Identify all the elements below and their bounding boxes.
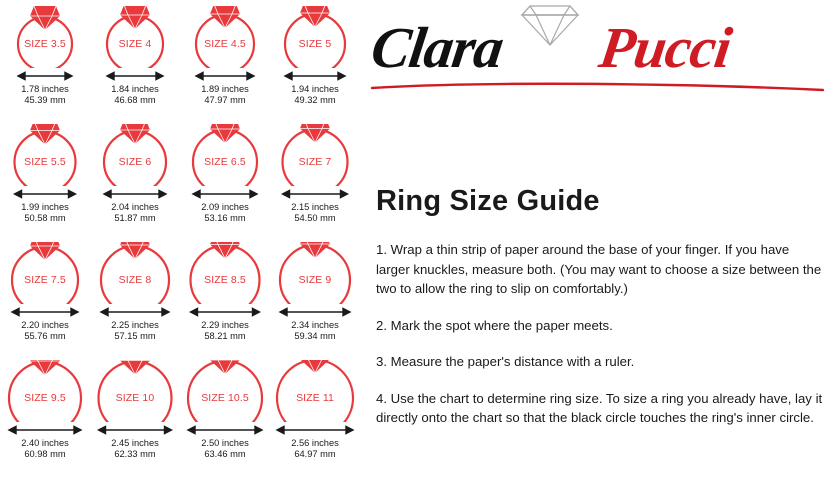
ring-size-cell xyxy=(0,240,90,358)
measurement-mm: 46.68 mm xyxy=(114,95,156,106)
diameter-arrow xyxy=(3,305,87,319)
ring-size-cell xyxy=(270,358,360,476)
ring-size-label: SIZE 7.5 xyxy=(24,274,66,286)
measurement-text xyxy=(201,438,249,460)
ring-size-label: SIZE 8.5 xyxy=(204,274,246,286)
diameter-arrow xyxy=(3,423,87,437)
measurement-text xyxy=(111,320,159,342)
logo-text-clara: Clara xyxy=(367,15,507,80)
ring-illustration xyxy=(275,124,355,186)
measurement-inches: 2.04 inches xyxy=(111,202,159,212)
ring-graphic xyxy=(275,360,355,422)
ring-illustration xyxy=(185,124,265,186)
ring-size-cell xyxy=(0,122,90,240)
ring-graphic xyxy=(5,360,85,422)
diameter-arrow xyxy=(273,69,357,83)
ring-graphic xyxy=(185,6,265,68)
measurement-text xyxy=(291,320,339,342)
measurement-mm: 59.34 mm xyxy=(294,331,336,342)
diameter-arrow xyxy=(273,423,357,437)
ring-size-cell xyxy=(90,240,180,358)
measurement-mm: 50.58 mm xyxy=(24,213,66,224)
ring-graphic xyxy=(185,242,265,304)
ring-illustration xyxy=(5,6,85,68)
ring-illustration xyxy=(185,6,265,68)
ring-size-cell xyxy=(180,240,270,358)
ring-graphic xyxy=(275,124,355,186)
diameter-arrow xyxy=(3,187,87,201)
ring-illustration xyxy=(95,6,175,68)
guide-step-3: 3. Measure the paper's distance with a ruler. xyxy=(376,354,635,369)
diameter-arrow xyxy=(183,187,267,201)
diameter-arrow xyxy=(93,305,177,319)
diameter-arrow xyxy=(93,423,177,437)
measurement-text xyxy=(201,320,249,342)
measurement-mm: 47.97 mm xyxy=(204,95,246,106)
measurement-text xyxy=(21,84,69,106)
chart-row xyxy=(0,358,362,476)
ring-graphic xyxy=(95,6,175,68)
measurement-inches: 2.50 inches xyxy=(201,438,249,448)
ring-size-cell xyxy=(270,122,360,240)
ring-illustration xyxy=(185,242,265,304)
ring-graphic xyxy=(5,6,85,68)
right-panel xyxy=(362,0,839,501)
measurement-mm: 54.50 mm xyxy=(294,213,336,224)
ring-illustration xyxy=(95,242,175,304)
measurement-mm: 62.33 mm xyxy=(114,449,156,460)
guide-step-4: 4. Use the chart to determine ring size. To size a ring you already have, lay it directly onto the chart so that the black circle touches the ring's inner circle. xyxy=(376,390,823,425)
ring-graphic xyxy=(185,360,265,422)
measurement-mm: 58.21 mm xyxy=(204,331,246,342)
measurement-text xyxy=(21,320,69,342)
ring-size-label: SIZE 9 xyxy=(298,274,332,286)
diameter-arrow xyxy=(183,423,267,437)
ring-size-cell xyxy=(90,4,180,122)
ring-size-label: SIZE 7 xyxy=(298,156,332,168)
measurement-text xyxy=(291,438,339,460)
ring-graphic xyxy=(95,124,175,186)
diameter-arrow xyxy=(183,305,267,319)
ring-size-cell xyxy=(270,4,360,122)
measurement-mm: 51.87 mm xyxy=(114,213,156,224)
ring-size-cell xyxy=(90,358,180,476)
ring-size-label: SIZE 8 xyxy=(118,274,152,286)
ring-size-cell xyxy=(180,4,270,122)
measurement-text xyxy=(201,84,249,106)
ring-size-cell xyxy=(0,358,90,476)
ring-graphic xyxy=(95,360,175,422)
ring-size-chart xyxy=(0,0,362,501)
ring-size-cell xyxy=(90,122,180,240)
ring-illustration xyxy=(5,242,85,304)
measurement-text xyxy=(21,438,69,460)
measurement-mm: 55.76 mm xyxy=(24,331,66,342)
measurement-inches: 1.78 inches xyxy=(21,84,69,94)
measurement-mm: 53.16 mm xyxy=(204,213,246,224)
measurement-inches: 1.84 inches xyxy=(111,84,159,94)
page-title: Ring Size Guide xyxy=(376,185,600,217)
diameter-arrow xyxy=(93,69,177,83)
ring-illustration xyxy=(95,124,175,186)
measurement-text xyxy=(291,202,339,224)
ring-size-label: SIZE 6 xyxy=(118,156,152,168)
chart-row xyxy=(0,122,362,240)
measurement-inches: 1.99 inches xyxy=(21,202,69,212)
measurement-inches: 2.09 inches xyxy=(201,202,249,212)
ring-size-label: SIZE 6.5 xyxy=(204,156,246,168)
measurement-inches: 2.15 inches xyxy=(291,202,339,212)
measurement-text xyxy=(201,202,249,224)
diameter-arrow xyxy=(183,69,267,83)
ring-size-cell xyxy=(270,240,360,358)
ring-size-label: SIZE 10 xyxy=(115,392,155,404)
ring-graphic xyxy=(5,242,85,304)
diameter-arrow xyxy=(273,187,357,201)
measurement-text xyxy=(111,438,159,460)
ring-graphic xyxy=(95,242,175,304)
ring-size-label: SIZE 10.5 xyxy=(201,392,249,404)
ring-size-label: SIZE 5 xyxy=(298,38,332,50)
measurement-mm: 64.97 mm xyxy=(294,449,336,460)
measurement-mm: 49.32 mm xyxy=(294,95,336,106)
measurement-mm: 45.39 mm xyxy=(24,95,66,106)
ring-illustration xyxy=(275,360,355,422)
diamond-icon xyxy=(508,2,592,53)
ring-size-label: SIZE 3.5 xyxy=(24,38,66,50)
ring-illustration xyxy=(275,6,355,68)
ring-graphic xyxy=(185,124,265,186)
ring-illustration xyxy=(185,360,265,422)
measurement-inches: 2.25 inches xyxy=(111,320,159,330)
chart-row xyxy=(0,4,362,122)
ring-graphic xyxy=(5,124,85,186)
chart-row xyxy=(0,240,362,358)
measurement-mm: 63.46 mm xyxy=(204,449,246,460)
measurement-mm: 60.98 mm xyxy=(24,449,66,460)
measurement-inches: 2.40 inches xyxy=(21,438,69,448)
measurement-inches: 1.94 inches xyxy=(291,84,339,94)
measurement-mm: 57.15 mm xyxy=(114,331,156,342)
diameter-arrow xyxy=(93,187,177,201)
guide-step-2: 2. Mark the spot where the paper meets. xyxy=(376,317,613,333)
guide-section xyxy=(376,185,826,445)
measurement-inches: 2.34 inches xyxy=(291,320,339,330)
ring-illustration xyxy=(95,360,175,422)
ring-graphic xyxy=(275,242,355,304)
ring-size-cell xyxy=(0,4,90,122)
measurement-inches: 2.56 inches xyxy=(291,438,339,448)
ring-illustration xyxy=(5,124,85,186)
ring-size-label: SIZE 9.5 xyxy=(24,392,66,404)
logo-underline xyxy=(370,82,825,92)
ring-illustration xyxy=(275,242,355,304)
measurement-inches: 1.89 inches xyxy=(201,84,249,94)
ring-size-label: SIZE 11 xyxy=(296,392,334,404)
measurement-inches: 2.29 inches xyxy=(201,320,249,330)
ring-illustration xyxy=(5,360,85,422)
measurement-text xyxy=(291,84,339,106)
logo-text-pucci: Pucci xyxy=(595,15,735,80)
ring-graphic xyxy=(275,6,355,68)
ring-size-cell xyxy=(180,358,270,476)
ring-size-label: SIZE 5.5 xyxy=(24,156,66,168)
ring-size-label: SIZE 4.5 xyxy=(204,38,246,50)
ring-size-cell xyxy=(180,122,270,240)
measurement-text xyxy=(111,84,159,106)
brand-logo xyxy=(362,0,839,120)
guide-step-1: 1. Wrap a thin strip of paper around the base of your finger. If you have larger knuckles, measure both. (You may want to choose a size between the two to allow the ring to slip on comfortably.) xyxy=(376,242,822,296)
measurement-inches: 2.20 inches xyxy=(21,320,69,330)
measurement-inches: 2.45 inches xyxy=(111,438,159,448)
diameter-arrow xyxy=(3,69,87,83)
measurement-text xyxy=(111,202,159,224)
diameter-arrow xyxy=(273,305,357,319)
measurement-text xyxy=(21,202,69,224)
ring-size-label: SIZE 4 xyxy=(118,38,152,50)
